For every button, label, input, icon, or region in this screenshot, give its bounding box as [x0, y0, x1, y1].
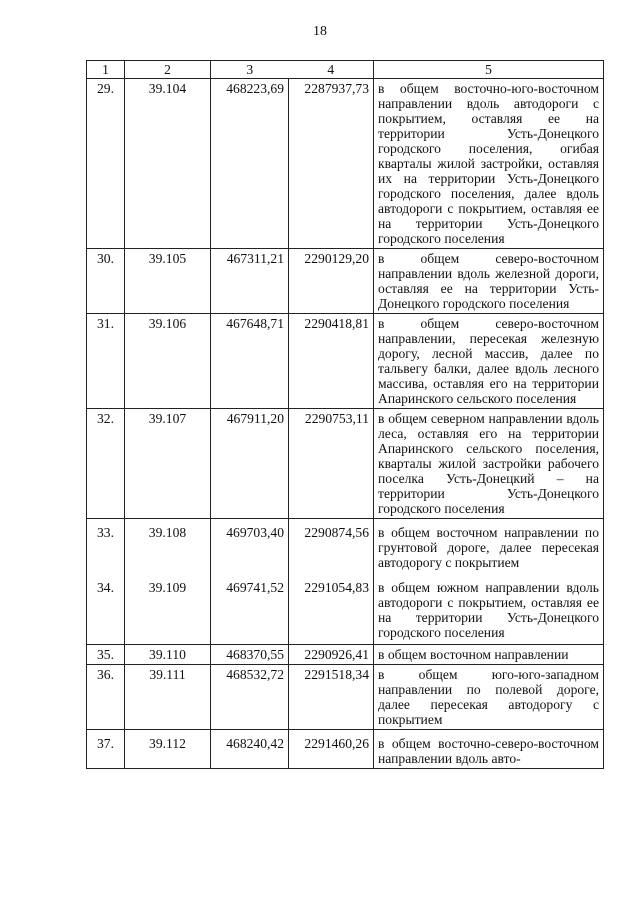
point-id: 39.111: [125, 665, 211, 730]
x-coordinate: 467648,71: [211, 314, 289, 409]
column-header-3: 3: [211, 61, 289, 79]
table-row: [87, 572, 604, 645]
y-coordinate: 2291054,83: [289, 572, 374, 645]
point-id: 39.107: [125, 409, 211, 519]
table-body: [87, 61, 604, 769]
row-number: 36.: [87, 665, 125, 730]
boundary-description: в общем восточно-северо-восточном направлении вдоль авто-: [374, 730, 604, 769]
column-header-1: 1: [87, 61, 125, 79]
x-coordinate: 467311,21: [211, 249, 289, 314]
row-number: 29.: [87, 79, 125, 249]
row-number: 31.: [87, 314, 125, 409]
x-coordinate: 468370,55: [211, 645, 289, 665]
table-row: [87, 730, 604, 769]
point-id: 39.105: [125, 249, 211, 314]
boundary-description: в общем восточном направлении: [374, 645, 604, 665]
table-row: [87, 314, 604, 409]
table-row: [87, 249, 604, 314]
y-coordinate: 2291460,26: [289, 730, 374, 769]
point-id: 39.104: [125, 79, 211, 249]
boundary-description: в общем юго-юго-западном направлении по полевой дороге, далее пересекая автодорогу с покрытием: [374, 665, 604, 730]
boundary-description: в общем восточно-юго-восточном направлении вдоль автодороги с покрытием, оставляя ее на территории Усть-Донецкого городского поселения, огибая кварталы жилой застройки, оставляя их на территории Усть-Донецкого городского поселения, далее вдоль автодороги с покрытием, оставляя ее на территории Усть-Донецкого городского поселения: [374, 79, 604, 249]
point-id: 39.106: [125, 314, 211, 409]
page-number: 18: [313, 24, 327, 39]
y-coordinate: 2290874,56: [289, 519, 374, 573]
column-header-2: 2: [125, 61, 211, 79]
y-coordinate: 2287937,73: [289, 79, 374, 249]
boundary-description: в общем восточном направлении по грунтовой дороге, далее пересекая автодорогу с покрытием: [374, 519, 604, 573]
boundary-description: в общем южном направлении вдоль автодороги с покрытием, оставляя ее на территории Усть-Донецкого городского поселения: [374, 572, 604, 645]
point-id: 39.110: [125, 645, 211, 665]
row-number: 35.: [87, 645, 125, 665]
x-coordinate: 469741,52: [211, 572, 289, 645]
table-row: [87, 409, 604, 519]
x-coordinate: 468532,72: [211, 665, 289, 730]
table-row: [87, 665, 604, 730]
x-coordinate: 467911,20: [211, 409, 289, 519]
point-id: 39.112: [125, 730, 211, 769]
x-coordinate: 468240,42: [211, 730, 289, 769]
point-id: 39.108: [125, 519, 211, 573]
x-coordinate: 469703,40: [211, 519, 289, 573]
y-coordinate: 2291518,34: [289, 665, 374, 730]
table-row: [87, 645, 604, 665]
y-coordinate: 2290418,81: [289, 314, 374, 409]
y-coordinate: 2290753,11: [289, 409, 374, 519]
boundary-table: [86, 60, 604, 769]
row-number: 30.: [87, 249, 125, 314]
y-coordinate: 2290129,20: [289, 249, 374, 314]
y-coordinate: 2290926,41: [289, 645, 374, 665]
point-id: 39.109: [125, 572, 211, 645]
row-number: 34.: [87, 572, 125, 645]
table-row: [87, 79, 604, 249]
column-header-4: 4: [289, 61, 374, 79]
row-number: 37.: [87, 730, 125, 769]
boundary-description: в общем северо-восточном направлении, пересекая железную дорогу, лесной массив, далее по тальвегу балки, далее вдоль лесного массива, оставляя его на территории Апаринского сельского поселения: [374, 314, 604, 409]
column-header-5: 5: [374, 61, 604, 79]
x-coordinate: 468223,69: [211, 79, 289, 249]
row-number: 32.: [87, 409, 125, 519]
row-number: 33.: [87, 519, 125, 573]
boundary-description: в общем северном направлении вдоль леса, оставляя его на территории Апаринского сельского поселения, кварталы жилой застройки рабочего поселка Усть-Донецкий – на территории Усть-Донецкого городского поселения: [374, 409, 604, 519]
header-row: [87, 61, 604, 79]
boundary-description: в общем северо-восточном направлении вдоль железной дороги, оставляя ее на территории Усть-Донецкого городского поселения: [374, 249, 604, 314]
table-row: [87, 519, 604, 573]
